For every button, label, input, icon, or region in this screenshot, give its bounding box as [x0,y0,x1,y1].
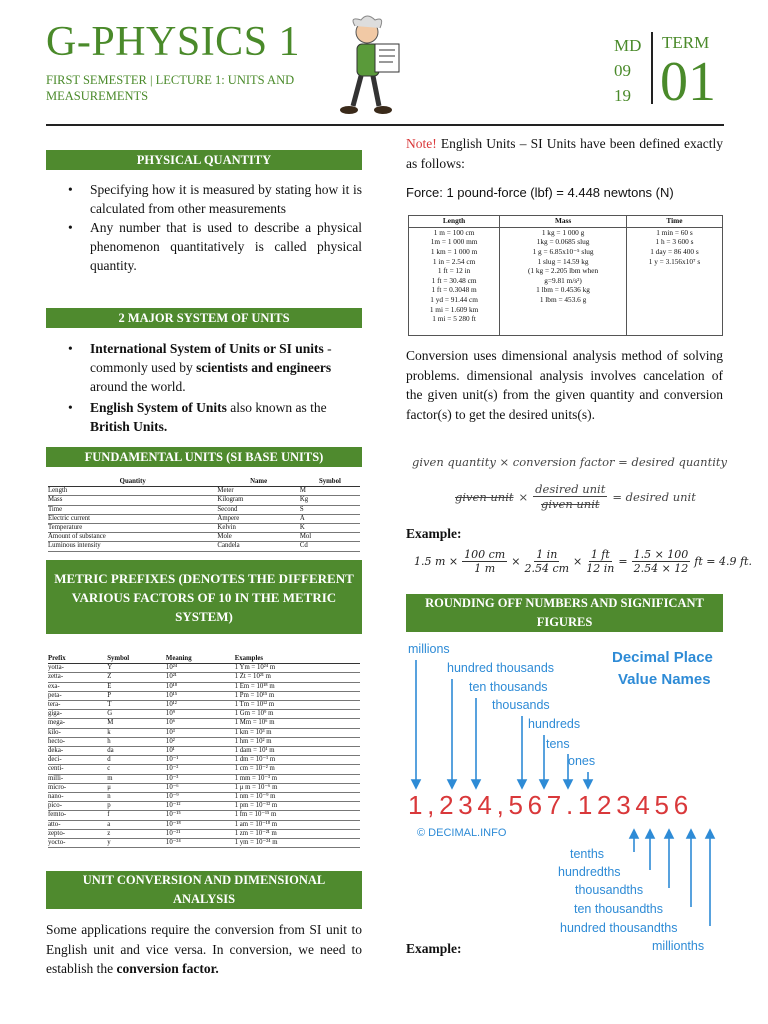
english-si-conversion-table [408,215,723,336]
table-row [48,756,360,765]
table-cell: femto- [48,811,107,820]
table-cell: G [107,710,166,719]
table-cell: 1 dm = 10⁻¹ m [235,756,360,765]
conversion-line: 1 m = 100 cm [433,227,475,237]
table-cell: 1 Zt = 10²¹ m [235,673,360,682]
table-row [48,747,360,756]
label-above: tens [546,737,570,751]
table-cell: a [107,820,166,829]
column-header: Meaning [166,655,235,664]
numerator: 1 ft [590,548,610,561]
column-header: Symbol [300,478,360,487]
numerator: 1.5 × 100 [633,548,689,561]
conversion-line: 1 kg = 1 000 g [541,227,585,237]
header-rule [46,124,724,126]
denominator: 12 in [586,562,615,575]
conversion-line: 1 lbm = 0.4536 kg [536,285,590,295]
table-cell: 1 km = 10³ m [235,728,360,737]
table-cell: 1 Pm = 10¹⁵ m [235,691,360,700]
conversion-line: 1 lbm = 453.6 g [539,294,587,304]
table-cell: Mole [217,533,299,542]
table-cell: M [107,719,166,728]
table-cell: 1 fm = 10⁻¹⁵ m [235,811,360,820]
conversion-line: 1 mi = 1.609 km [429,304,479,314]
conversion-line: 1 h = 3 600 s [655,237,694,247]
label-below: millionths [652,939,705,953]
table-row [48,774,360,783]
label-above: thousands [492,698,550,712]
table-cell: Candela [217,542,299,551]
table-cell: 1 Tm = 10¹² m [235,701,360,710]
table-cell: Kelvin [217,524,299,533]
table-row [48,487,360,496]
label-above: millions [408,642,450,656]
metric-prefixes-table [48,655,360,848]
table-cell: 1 ym = 10⁻²⁴ m [235,839,360,848]
header-divider [651,32,653,104]
numerator: 100 cm [464,548,506,561]
table-row [48,783,360,792]
unit-conversion-heading: UNIT CONVERSION AND DIMENSIONAL ANALYSIS [46,871,362,909]
table-cell: 10⁻¹⁸ [166,820,235,829]
formula-given-unit: given unit [455,489,514,504]
diagram-title-line2: Value Names [618,671,711,688]
table-cell: 10²⁴ [166,664,235,673]
fraction [586,548,614,575]
note-text: English Units – SI Units have been defined exactly as follows: [406,136,723,171]
conversion-line: 1 ft = 30.48 cm [431,275,477,285]
table-cell: 10⁻¹² [166,802,235,811]
dimensional-analysis-text: Conversion uses dimensional analysis method of solving problems. dimensional analysis involves cancelation of the given unit(s) from the given quantity and conversion factor(s) to get the desired units(s). [406,348,723,422]
table-cell: 10⁶ [166,719,235,728]
conversion-line: 1kg = 0.0685 slug [536,237,590,247]
list-item [46,339,362,396]
rounding-heading: ROUNDING OFF NUMBERS AND SIGNIFICANT FIGURES [406,594,723,632]
table-row [48,514,360,523]
md-month: 09 [614,61,631,80]
table-cell: z [107,829,166,838]
table-cell: 10²¹ [166,673,235,682]
table-cell: 1 μ m = 10⁻⁶ m [235,783,360,792]
column-header: Mass [500,216,627,228]
si-units-term: International System of Units or SI units [90,341,324,356]
table-cell: micro- [48,783,107,792]
table-cell: 1 am = 10⁻¹⁸ m [235,820,360,829]
physical-quantity-list [46,180,362,275]
label-above: hundreds [528,717,581,731]
term-label: TERM [662,33,710,52]
table-cell: 10⁹ [166,710,235,719]
table-cell: yotta- [48,664,107,673]
label-above: ten thousands [469,680,548,694]
table-cell: peta- [48,691,107,700]
table-row [48,719,360,728]
example-start: 1.5 m × [414,555,459,568]
table-cell: 10⁻⁹ [166,793,235,802]
numerator: desired unit [535,482,606,496]
table-cell: 1 nm = 10⁻⁹ m [235,793,360,802]
table-cell: 1 mm = 10⁻³ m [235,774,360,783]
table-cell: kilo- [48,728,107,737]
list-item [46,398,362,436]
table-cell: f [107,811,166,820]
list-item: • Specifying how it is measured by stating how it is calculated from other measurements [46,180,362,218]
table-cell: 1 zm = 10⁻²¹ m [235,829,360,838]
conversion-line: (1 kg = 2.205 lbm when [527,266,599,276]
fundamental-units-table [48,478,360,552]
conversion-line: 1 slug = 14.59 kg [537,256,589,266]
conversion-line: 1 y = 3.156x10⁷ s [648,256,701,266]
column-header: Examples [235,655,360,664]
paragraph-text: Some applications require the conversion from SI unit to English unit and vice versa. In conversion, we need to establish the [46,922,362,976]
table-row [48,802,360,811]
table-cell: Meter [217,487,299,496]
column-header: Quantity [48,478,217,487]
time-conversions [626,227,722,335]
label-above: ones [568,754,596,768]
md-label: MD [614,36,642,55]
table-cell: K [300,524,360,533]
table-row [48,533,360,542]
table-cell: Ampere [217,514,299,523]
table-cell: Mass [48,496,217,505]
british-units-term: British Units. [90,419,168,434]
formula-given-quantity: given quantity × conversion factor = desired quantity [412,455,727,469]
table-row [48,664,360,673]
label-below: hundred thousandths [560,921,678,935]
table-cell: Temperature [48,524,217,533]
place-value-diagram [404,636,724,958]
table-cell: 1 hm = 10² m [235,737,360,746]
table-cell: T [107,701,166,710]
table-cell: Cd [300,542,360,551]
page-subtitle: FIRST SEMESTER | LECTURE 1: UNITS AND MEASUREMENTS [46,73,295,103]
label-below: thousandths [575,883,644,897]
denominator: 2.54 × 12 [633,562,689,575]
fraction [524,548,569,575]
table-row [48,811,360,820]
table-cell: centi- [48,765,107,774]
table-row [48,542,360,551]
table-row [48,765,360,774]
equals-symbol: = [618,555,628,568]
table-cell: Amount of substance [48,533,217,542]
table-cell: deci- [48,756,107,765]
label-below: tenths [570,847,605,861]
list-text: around the world. [90,379,186,394]
table-cell: 1 cm = 10⁻² m [235,765,360,774]
scientist-mascot-icon [335,14,410,119]
table-cell: deka- [48,747,107,756]
diagram-credit: © DECIMAL.INFO [417,827,507,839]
table-cell: 10⁻² [166,765,235,774]
table-cell: Mol [300,533,360,542]
conversion-line: 1 day = 86 400 s [650,247,699,256]
table-cell: Z [107,673,166,682]
major-systems-heading: 2 MAJOR SYSTEM OF UNITS [46,308,362,328]
table-cell: atto- [48,820,107,829]
table-cell: 10¹² [166,701,235,710]
table-cell: p [107,802,166,811]
table-row [48,505,360,514]
table-cell: giga- [48,710,107,719]
fraction [462,548,507,575]
md-year: 19 [614,86,631,105]
table-cell: M [300,487,360,496]
column-header: Prefix [48,655,107,664]
table-cell: tera- [48,701,107,710]
formula-unit-cancel [455,482,696,511]
denominator: 1 m [474,562,496,575]
table-cell: 10⁻²⁴ [166,839,235,848]
table-cell: mega- [48,719,107,728]
table-cell: nano- [48,793,107,802]
table-row [48,793,360,802]
table-cell: 10⁻⁶ [166,783,235,792]
table-cell: P [107,691,166,700]
table-cell: Time [48,505,217,514]
fraction [533,482,607,511]
table-row [48,839,360,848]
column-header: Symbol [107,655,166,664]
table-cell: A [300,514,360,523]
conversion-line: 1 ft = 0.3048 m [431,285,477,295]
table-cell: 10⁻¹⁵ [166,811,235,820]
table-cell: E [107,682,166,691]
conversion-line: 1 in = 2.54 cm [432,256,476,266]
table-cell: m [107,774,166,783]
table-row [48,524,360,533]
table-cell: zetta- [48,673,107,682]
table-row [48,728,360,737]
table-cell: Length [48,487,217,496]
table-cell: Electric current [48,514,217,523]
table-cell: 10⁻¹ [166,756,235,765]
mass-conversions [500,227,627,335]
table-cell: yocto- [48,839,107,848]
fraction [632,548,691,575]
table-cell: 1 dam = 10¹ m [235,747,360,756]
table-cell: 10¹⁵ [166,691,235,700]
table-row [48,737,360,746]
table-cell: c [107,765,166,774]
table-cell: 10⁻²¹ [166,829,235,838]
denominator: 2.54 cm [524,562,570,575]
note-paragraph [406,134,723,173]
conversion-line: g=9.81 m/s²) [544,275,582,285]
diagram-title-line1: Decimal Place [612,649,713,666]
table-cell: Second [217,505,299,514]
table-cell: S [300,505,360,514]
table-cell: exa- [48,682,107,691]
table-cell: h [107,737,166,746]
conversion-line: 1 km = 1 000 m [430,247,478,256]
formula-result: = desired unit [612,489,696,504]
list-text: - commonly used by [90,341,332,375]
physical-quantity-heading: PHYSICAL QUANTITY [46,150,362,170]
scientists-term: scientists and engineers [196,360,332,375]
md-block [614,33,641,108]
table-cell: milli- [48,774,107,783]
conversion-line: 1 min = 60 s [656,227,693,237]
fundamental-units-heading: FUNDAMENTAL UNITS (SI BASE UNITS) [46,447,362,467]
major-systems-list [46,339,362,436]
note-label: Note! [406,136,437,151]
column-header: Name [217,478,299,487]
place-value-number: 1,234,567.123456 [408,790,693,820]
table-cell: 1 pm = 10⁻¹² m [235,802,360,811]
term-number: 01 [660,51,716,113]
table-cell: d [107,756,166,765]
table-cell: 10⁻³ [166,774,235,783]
times-symbol: × [573,555,583,568]
table-cell: da [107,747,166,756]
metric-prefixes-heading: METRIC PREFIXES (DENOTES THE DIFFERENT VARIOUS FACTORS OF 10 IN THE METRIC SYSTEM) [46,560,362,634]
denominator: given unit [541,497,600,511]
table-row [48,701,360,710]
times-symbol: × [518,489,529,504]
table-cell: zepto- [48,829,107,838]
table-cell: Kilogram [217,496,299,505]
table-cell: 10² [166,737,235,746]
times-symbol: × [511,555,521,568]
table-cell: 1 Mm = 10⁶ m [235,719,360,728]
table-cell: 1 Ym = 10²⁴ m [235,664,360,673]
label-below: hundredths [558,865,621,879]
table-cell: Y [107,664,166,673]
example2-label: Example: [406,941,462,956]
table-row [48,496,360,505]
column-header: Time [626,216,722,228]
table-cell: pico- [48,802,107,811]
table-cell: 10¹⁸ [166,682,235,691]
label-below: ten thousandths [574,902,663,916]
length-conversions [409,227,500,335]
table-row [48,710,360,719]
force-definition: Force: 1 pound-force (lbf) = 4.448 newtons (N) [406,185,674,200]
numerator: 1 in [536,548,558,561]
table-cell: k [107,728,166,737]
conversion-line: 1 g = 6.85x10⁻⁵ slug [532,247,594,256]
conversion-factor-term: conversion factor. [116,961,219,976]
conversion-line: 1 yd = 91.44 cm [430,294,478,304]
list-text: also known as the [226,400,327,415]
conversion-line: 1 ft = 12 in [437,266,471,276]
example-result: ft = 4.9 ft. [694,555,752,568]
table-cell: Kg [300,496,360,505]
table-cell: Luminous intensity [48,542,217,551]
table-cell: 1 Gm = 10⁹ m [235,710,360,719]
table-row [48,691,360,700]
table-cell: 1 Em = 10¹⁸ m [235,682,360,691]
english-units-term: English System of Units [90,400,227,415]
conversion-line: 1 mi = 5 280 ft [432,314,476,324]
list-item: • Any number that is used to describe a physical phenomenon quantitatively is called physical quantity. [46,218,362,275]
label-above: hundred thousands [447,661,555,675]
conversion-line: 1m = 1 000 mm [430,237,478,247]
example-label: Example: [406,526,462,541]
table-cell: hecto- [48,737,107,746]
column-header: Length [409,216,500,228]
example-equation [414,548,752,575]
table-cell: 10³ [166,728,235,737]
table-row [48,673,360,682]
table-cell: μ [107,783,166,792]
table-cell: y [107,839,166,848]
table-cell: 10¹ [166,747,235,756]
table-cell: n [107,793,166,802]
table-row [48,682,360,691]
table-row [48,820,360,829]
table-row [48,829,360,838]
page-title: G-PHYSICS 1 [46,19,301,65]
unit-conversion-text [46,920,362,979]
